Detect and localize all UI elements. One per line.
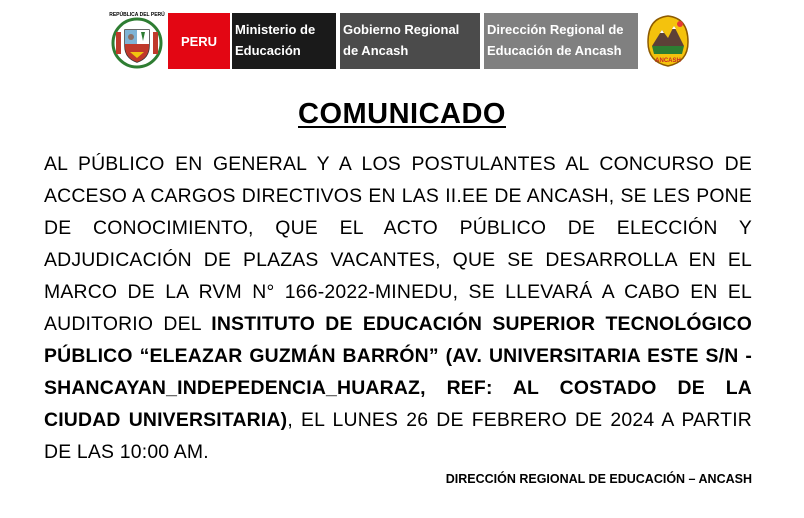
regional-dir-line1: Dirección Regional de — [487, 22, 624, 37]
regional-government-label — [340, 13, 480, 69]
peru-text: PERU — [180, 33, 218, 49]
body-text-venue: INSTITUTO DE EDUCACIÓN SUPERIOR TECNOLÓGICO PÚBLICO “ELEAZAR GUZMÁN BARRÓN” (AV. UNIVERSITARIA ESTE S/N - SHANCAYAN_INDEPEDENCIA_HUARAZ, REF: AL COSTADO DE LA CIUDAD UNIVERSITARIA) — [44, 313, 753, 431]
seal-caption: REPÚBLICA DEL PERÚ — [109, 12, 165, 18]
announcement-body — [44, 148, 752, 468]
regional-directorate-label — [484, 13, 638, 69]
ministry-line1: Ministerio de — [235, 22, 316, 37]
page-title: COMUNICADO — [298, 98, 506, 130]
ministry-label — [232, 13, 336, 69]
peru-label — [168, 13, 230, 69]
ministry-line2: Educación — [235, 43, 301, 58]
regional-gov-line1: Gobierno Regional — [343, 22, 460, 37]
signature-line: DIRECCIÓN REGIONAL DE EDUCACIÓN – ANCASH — [445, 472, 752, 486]
logo-caption: ANCASH — [655, 58, 681, 64]
ancash-region-logo-icon — [642, 12, 694, 70]
regional-gov-line2: de Ancash — [343, 43, 409, 58]
body-text-part2: , EL LUNES 26 DE FEBRERO DE 2024 A PARTIR DE LAS 10:00 AM. — [44, 409, 752, 463]
body-text-part1: AL PÚBLICO EN GENERAL Y A LOS POSTULANTES AL CONCURSO DE ACCESO A CARGOS DIRECTIVOS EN LAS II.EE DE ANCASH, SE LES PONE DE CONOCIMIENTO, QUE EL ACTO PÚBLICO DE ELECCIÓN Y ADJUDICACIÓN DE PLAZAS VACANTES, QUE SE DESARROLLA EN EL MARCO DE LA RVM N° 166-2022-MINEDU, SE LLEVARÁ A CABO EN EL AUDITORIO DEL — [44, 153, 752, 335]
regional-dir-line2: Educación de Ancash — [487, 43, 622, 58]
peru-coat-of-arms-icon — [108, 12, 166, 70]
